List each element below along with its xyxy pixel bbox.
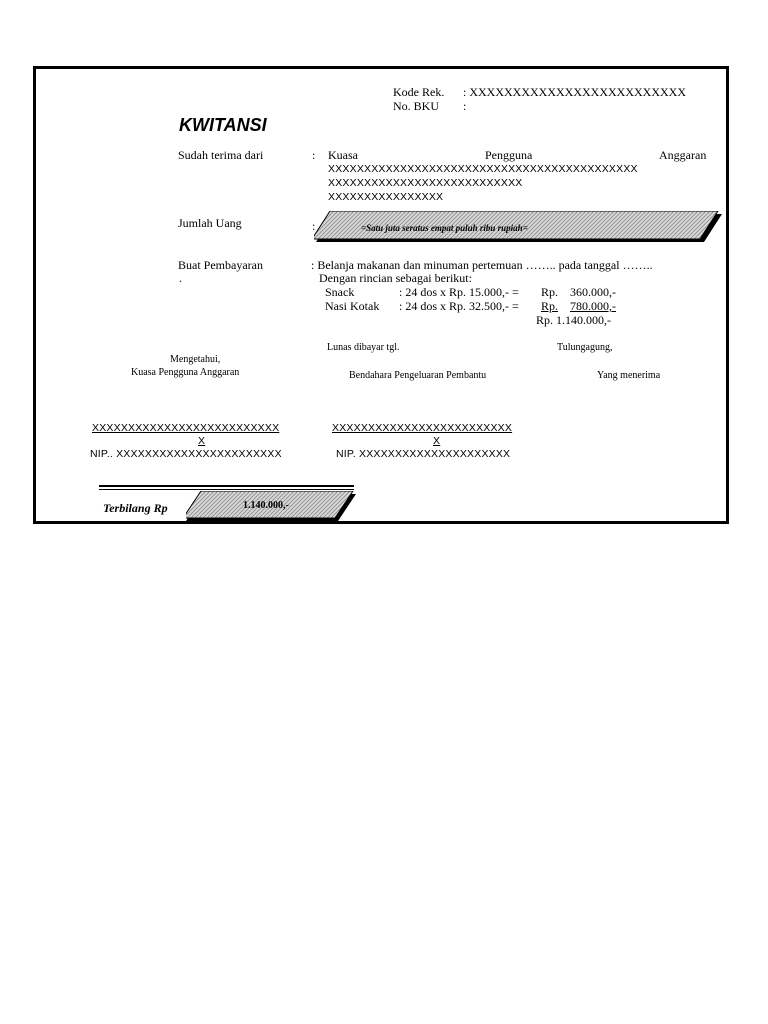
item-calc-1: : 24 dos x Rp. 15.000,- =	[399, 285, 519, 299]
treasurer-name: XXXXXXXXXXXXXXXXXXXXXXXXX	[332, 422, 513, 434]
payment-total: Rp. 1.140.000,-	[536, 313, 611, 327]
item-rp-1: Rp.	[541, 285, 559, 299]
terbilang-label: Terbilang Rp	[103, 501, 168, 515]
item-name-2: Nasi Kotak	[325, 299, 380, 313]
kpa-name-x: X	[198, 435, 206, 447]
kpa-role: Kuasa Pengguna Anggaran	[131, 367, 240, 378]
payment-description: : Belanja makanan dan minuman pertemuan …….. pada tanggal ……..	[311, 258, 653, 272]
item-name-1: Snack	[325, 285, 355, 299]
item-amount-2: 780.000,-	[570, 299, 616, 313]
payment-dot: .	[179, 271, 182, 285]
item-amount-1: 360.000,-	[570, 285, 616, 299]
amount-colon: :	[312, 219, 316, 233]
no-bku-label: No. BKU	[393, 99, 440, 113]
paid-date-label: Lunas dibayar tgl.	[327, 342, 400, 353]
item-rp-2: Rp.	[541, 299, 559, 313]
received-from-colon: :	[312, 148, 316, 162]
payment-detail-intro: Dengan rincian sebagai berikut:	[319, 271, 472, 285]
received-from-word-3: Anggaran	[659, 148, 707, 162]
received-from-word-1: Kuasa	[328, 148, 358, 162]
received-from-line-2: XXXXXXXXXXXXXXXXXXXXXXXXXXX	[328, 177, 523, 189]
recipient-role: Yang menerima	[597, 370, 661, 381]
treasurer-nip: NIP. XXXXXXXXXXXXXXXXXXXXX	[336, 448, 511, 460]
kode-rek-label: Kode Rek.	[393, 85, 445, 99]
receipt-title: KWITANSI	[179, 115, 267, 135]
payment-label: Buat Pembayaran	[178, 258, 263, 272]
kode-rek-value: : XXXXXXXXXXXXXXXXXXXXXXXXX	[463, 85, 686, 99]
item-calc-2: : 24 dos x Rp. 32.500,- =	[399, 299, 519, 313]
acknowledged-label: Mengetahui,	[170, 354, 221, 365]
treasurer-role: Bendahara Pengeluaran Pembantu	[349, 370, 487, 381]
terbilang-rule-bottom	[99, 489, 354, 490]
received-from-word-2: Pengguna	[485, 148, 533, 162]
received-from-line-1: XXXXXXXXXXXXXXXXXXXXXXXXXXXXXXXXXXXXXXXXXXX	[328, 163, 638, 175]
amount-label: Jumlah Uang	[178, 216, 242, 230]
no-bku-value: :	[463, 99, 467, 113]
terbilang-value: 1.140.000,-	[243, 500, 289, 511]
place-label: Tulungagung,	[557, 342, 613, 353]
received-from-label: Sudah terima dari	[178, 148, 264, 162]
received-from-line-3: XXXXXXXXXXXXXXXX	[328, 191, 444, 203]
treasurer-name-x: X	[433, 435, 441, 447]
receipt-frame	[33, 66, 729, 524]
kpa-nip: NIP.. XXXXXXXXXXXXXXXXXXXXXXX	[90, 448, 282, 460]
amount-words: =Satu juta seratus empat puluh ribu rupiah=	[361, 223, 528, 233]
terbilang-rule-top	[99, 485, 354, 487]
kpa-name: XXXXXXXXXXXXXXXXXXXXXXXXXX	[92, 422, 280, 434]
